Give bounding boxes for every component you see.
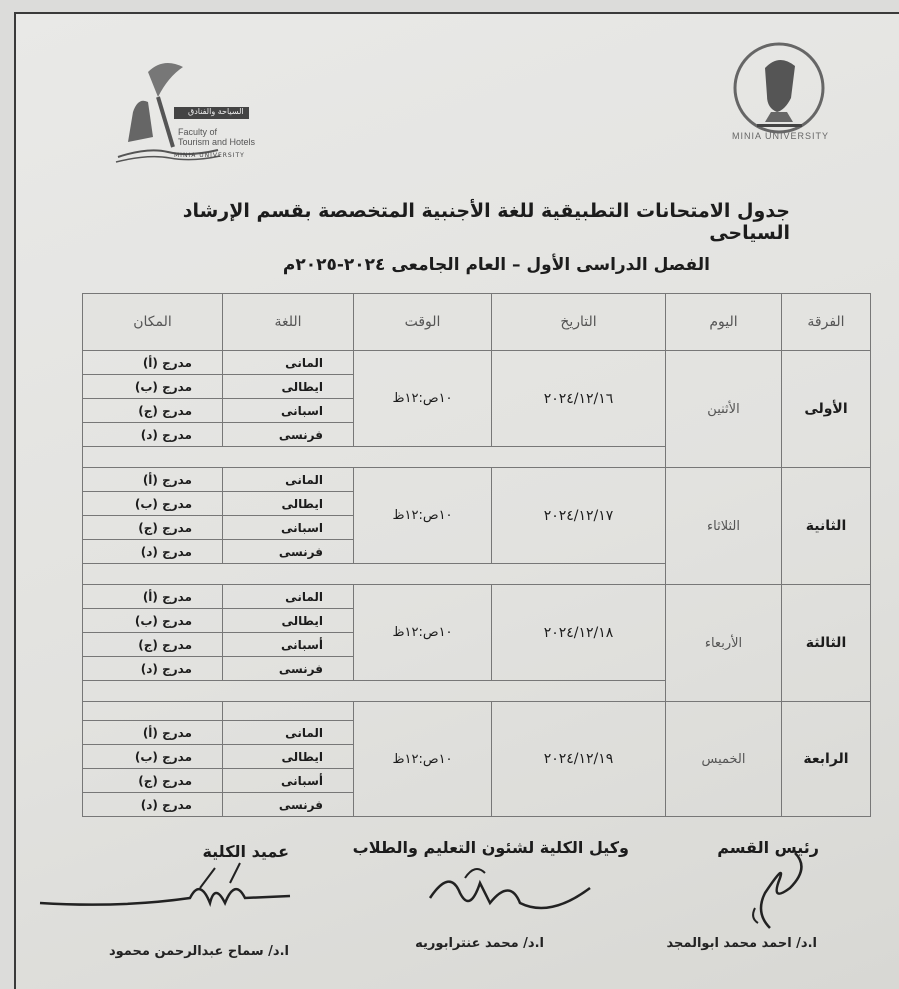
header-language: اللغة [223, 294, 354, 351]
header-group: الفرقة [782, 294, 871, 351]
place-cell: مدرج (د) [83, 793, 223, 817]
document-title: جدول الامتحانات التطبيقية للغة الأجنبية المتخصصة بقسم الإرشاد السياحى [182, 200, 790, 244]
time-cell: ١٠ص:١٢ظ [354, 585, 492, 681]
department-head-name: ا.د/ احمد محمد ابوالمجد [666, 936, 817, 951]
language-cell: اسبانى [223, 516, 354, 540]
language-cell: فرنسى [223, 423, 354, 447]
place-cell: مدرج (أ) [83, 721, 223, 745]
language-cell: المانى [223, 721, 354, 745]
signatures-section [0, 838, 899, 978]
language-cell: أسبانى [223, 769, 354, 793]
place-cell: مدرج (د) [83, 657, 223, 681]
language-cell: ايطالى [223, 375, 354, 399]
time-cell: ١٠ص:١٢ظ [354, 468, 492, 564]
language-cell: ايطالى [223, 492, 354, 516]
vice-dean-name: ا.د/ محمد عنترابوريه [415, 936, 544, 951]
table-row [83, 468, 871, 492]
faculty-logo [108, 52, 258, 167]
date-cell: ٢٠٢٤/١٢/١٧ [492, 468, 666, 564]
language-cell: اسبانى [223, 399, 354, 423]
day-cell: الثلاثاء [666, 468, 782, 585]
university-logo [727, 38, 837, 148]
document-subtitle: الفصل الدراسى الأول – العام الجامعى ٢٠٢٤-٢٠٢٥م [282, 255, 710, 275]
day-cell: الأثنين [666, 351, 782, 468]
place-cell: مدرج (ب) [83, 492, 223, 516]
language-cell: ايطالى [223, 609, 354, 633]
group-cell: الثانية [782, 468, 871, 585]
date-cell: ٢٠٢٤/١٢/١٨ [492, 585, 666, 681]
header-date: التاريخ [492, 294, 666, 351]
faculty-logo-university: MINIA UNIVERSITY [174, 152, 245, 159]
group-cell: الأولى [782, 351, 871, 468]
spacer-cell [83, 447, 666, 468]
place-cell: مدرج (ب) [83, 609, 223, 633]
university-seal [727, 38, 837, 138]
header-place: المكان [83, 294, 223, 351]
place-cell: مدرج (ب) [83, 745, 223, 769]
day-cell: الأربعاء [666, 585, 782, 702]
header-day: اليوم [666, 294, 782, 351]
place-cell: مدرج (د) [83, 540, 223, 564]
table-row [83, 702, 871, 721]
language-cell: أسبانى [223, 633, 354, 657]
faculty-line-1: Faculty of [178, 127, 218, 137]
time-cell: ١٠ص:١٢ظ [354, 351, 492, 447]
header-time: الوقت [354, 294, 492, 351]
dean-signature [40, 858, 300, 928]
spacer-cell [83, 564, 666, 585]
language-cell: فرنسى [223, 793, 354, 817]
department-head-title: رئيس القسم [717, 838, 819, 857]
day-cell: الخميس [666, 702, 782, 817]
group-cell: الرابعة [782, 702, 871, 817]
table-row [83, 585, 871, 609]
date-cell: ٢٠٢٤/١٢/١٦ [492, 351, 666, 447]
department-head-signature [740, 848, 820, 933]
table-header-row [83, 294, 871, 351]
place-cell: مدرج (ج) [83, 769, 223, 793]
place-cell: مدرج (ب) [83, 375, 223, 399]
table-row [83, 351, 871, 375]
place-cell: مدرج (ج) [83, 516, 223, 540]
group-cell: الثالثة [782, 585, 871, 702]
dean-name: ا.د/ سماح عبدالرحمن محمود [108, 944, 289, 959]
language-cell: المانى [223, 585, 354, 609]
language-cell: فرنسى [223, 540, 354, 564]
dean-title: عميد الكلية [202, 842, 289, 861]
faculty-logo-arabic: السياحة والفنادق [188, 107, 244, 116]
faculty-line-2: Tourism and Hotels [178, 137, 256, 147]
place-cell: مدرج (أ) [83, 468, 223, 492]
spacer-cell [83, 702, 223, 721]
language-cell: المانى [223, 351, 354, 375]
exam-schedule-table [82, 293, 871, 817]
vice-dean-signature [420, 858, 600, 928]
language-cell: فرنسى [223, 657, 354, 681]
spacer-cell [83, 681, 666, 702]
date-cell: ٢٠٢٤/١٢/١٩ [492, 702, 666, 817]
language-cell: المانى [223, 468, 354, 492]
place-cell: مدرج (ج) [83, 399, 223, 423]
university-logo-text: MINIA UNIVERSITY [732, 131, 830, 141]
language-cell: ايطالى [223, 745, 354, 769]
place-cell: مدرج (د) [83, 423, 223, 447]
time-cell: ١٠ص:١٢ظ [354, 702, 492, 817]
place-cell: مدرج (أ) [83, 351, 223, 375]
place-cell: مدرج (أ) [83, 585, 223, 609]
place-cell: مدرج (ج) [83, 633, 223, 657]
vice-dean-title: وكيل الكلية لشئون التعليم والطلاب [352, 838, 629, 857]
spacer-cell [223, 702, 354, 721]
faculty-logo-english [178, 127, 255, 147]
